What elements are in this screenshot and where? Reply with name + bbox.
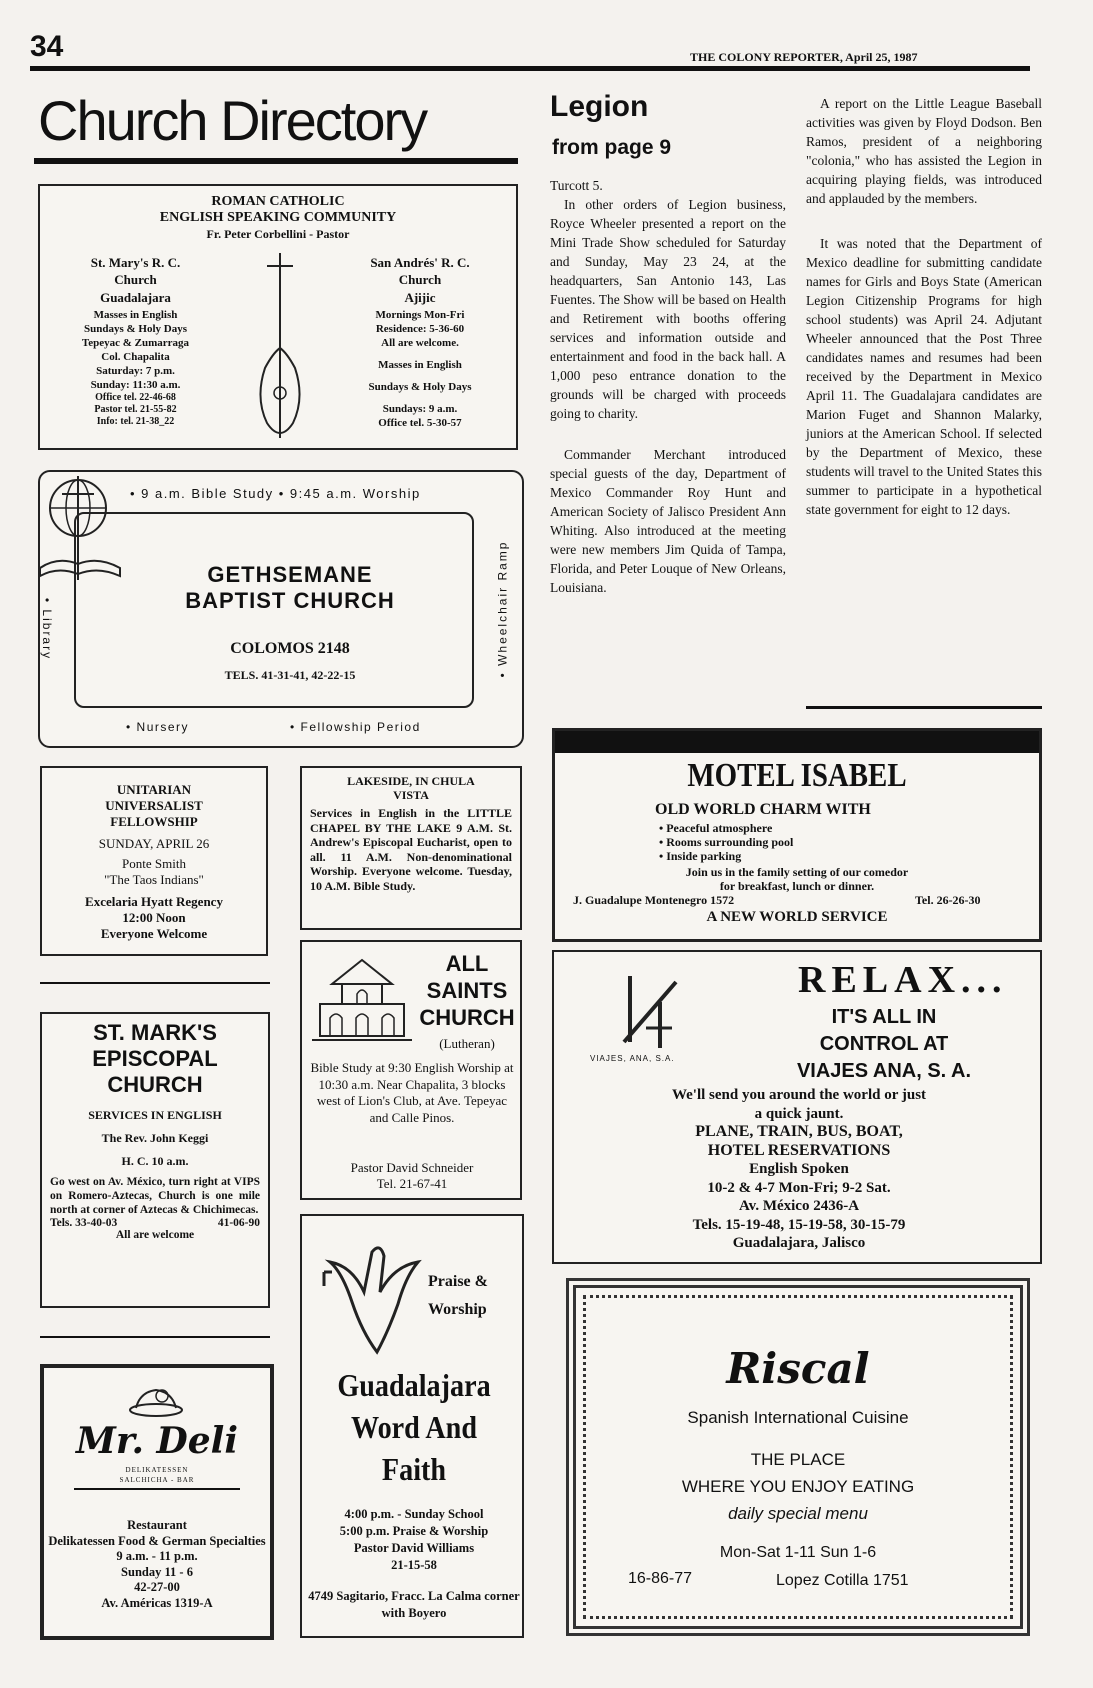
viajes-logo-caption: VIAJES, ANA, S.A. xyxy=(590,1054,675,1063)
st-marks-body: Go west on Av. México, turn right at VIPS on Romero-Aztecas, Church is one mile north at corner of Aztecas & Chichimecas. xyxy=(50,1176,260,1216)
rc-right-column: San Andrés' R. C. Church Ajijic Mornings Mon-Fri Residence: 5-36-60 All are welcome. Masses in English Sundays & Holy Days Sundays: 9 a.m. Office tel. 5-30-57 xyxy=(368,255,472,429)
riscal-lines: THE PLACE WHERE YOU ENJOY EATING daily special menu xyxy=(681,1450,915,1523)
gethsemane-library: • Library xyxy=(40,597,55,661)
riscal-ad xyxy=(566,1278,1030,1636)
all-saints-body: Bible Study at 9:30 English Worship at 10:30 a.m. Near Chapalita, 3 blocks west of Lion's Club, at Ave. Tepeyac and Calle Pinos. xyxy=(310,1060,514,1125)
all-saints-tel: Tel. 21-67-41 xyxy=(376,1176,448,1191)
all-saints-title: ALL SAINTS CHURCH xyxy=(419,951,515,1030)
st-marks-hc: H. C. 10 a.m. xyxy=(121,1154,189,1168)
roman-catholic-ad xyxy=(38,184,518,450)
all-saints-pastor: Pastor David Schneider xyxy=(350,1160,474,1175)
mr-deli-sub2: SALCHICHA - BAR xyxy=(119,1476,195,1484)
riscal-phone: 16-86-77 xyxy=(628,1570,693,1587)
viajes-ana-ad xyxy=(552,950,1042,1264)
viajes-details: We'll send you around the world or just a quick jaunt. PLANE, TRAIN, BUS, BOAT, HOTEL RESERVATIONS English Spoken 10-2 & 4-7 Mon-Fri; 9-2 Sat. Av. México 2436-A Tels. 15-19-48, 15-19-58, 30-15-79 Guadalajara, Jalisco xyxy=(671,1087,927,1251)
motel-isabel-ad xyxy=(552,728,1042,942)
viajes-headline: RELAX... xyxy=(798,959,1008,1001)
st-marks-bottom-rule xyxy=(40,1336,270,1338)
all-saints-denomination: (Lutheran) xyxy=(439,1036,495,1051)
dove-icon xyxy=(322,1232,432,1362)
directory-title-rule xyxy=(34,158,518,164)
legion-title: Legion xyxy=(550,90,649,123)
gethsemane-fellowship: • Fellowship Period xyxy=(290,720,421,734)
praise-details: 4:00 p.m. - Sunday School 5:00 p.m. Praise & Worship Pastor David Williams 21-15-58 xyxy=(339,1507,489,1572)
lakeside-ad: LAKESIDE, IN CHULA VISTA Services in English in the LITTLE CHAPEL BY THE LAKE 9 A.M. St. Andrew's Episcopal Eucharist, open to all. 11 A.M. Non-denominational Worship. Everyone welcome. Tuesday, 10 A.M. Bible Study. xyxy=(300,766,522,930)
guitar-cross-icon xyxy=(245,248,315,443)
motel-line2: for breakfast, lunch or dinner. xyxy=(719,879,875,893)
gethsemane-nursery: • Nursery xyxy=(126,720,190,734)
legion-subtitle: from page 9 xyxy=(552,136,672,159)
legion-col-1: Turcott 5. In other orders of Legion business, Royce Wheeler presented a report on the Mini Trade Show scheduled for Saturday and Sunday, May 23 24, at the headquarters, San Antonio 143, Las Fuentes. The Show will be based on Health and Retirement with booths offering services and information outside and entertainment and food in the back hall. A 1,000 peso entrance donation to the grounds will be charged with proceeds going to charity. Commander Merchant introduced special guests of the day, Department of Mexico Commander Roy Hunt and American Society of Jalisco President Ann Whiting. Also introduced at the meeting were new members Jim Quida of Tampa, Florida, and Peter Louque of New Orleans, Louisiana. xyxy=(550,178,786,595)
page-number: 34 xyxy=(30,30,64,63)
gethsemane-ramp: • Wheelchair Ramp xyxy=(495,540,510,678)
church-building-icon xyxy=(312,956,412,1046)
st-marks-top-rule xyxy=(40,982,270,984)
all-saints-ad xyxy=(300,940,522,1200)
praise-address: 4749 Sagitario, Fracc. La Calma corner with Boyero xyxy=(308,1589,520,1620)
gethsemane-top-note: • 9 a.m. Bible Study • 9:45 a.m. Worship xyxy=(130,486,421,501)
unitarian-ad: UNITARIAN UNIVERSALIST FELLOWSHIP SUNDAY, APRIL 26 Ponte Smith "The Taos Indians" Excelaria Hyatt Regency 12:00 Noon Everyone Welcome xyxy=(40,766,268,956)
praise-name: Guadalajara Word And Faith xyxy=(337,1367,491,1487)
st-marks-welcome: All are welcome xyxy=(115,1229,195,1241)
header-rule xyxy=(30,66,1030,71)
motel-address: J. Guadalupe Montenegro 1572 xyxy=(573,893,735,907)
st-marks-tels: Tels. 33-40-03 xyxy=(50,1217,118,1229)
motel-tel: Tel. 26-26-30 xyxy=(915,893,981,907)
rc-title-2: ENGLISH SPEAKING COMMUNITY xyxy=(159,210,397,225)
motel-banner xyxy=(555,731,1039,753)
viajes-ana-logo-icon xyxy=(620,972,680,1052)
legion-end-rule xyxy=(806,706,1042,709)
legion-col-2: A report on the Little League Baseball activities was given by Floyd Dodson. Ben Ramos, president of a neighboring "colonia," who has assisted the Legion in acquiring playing fields, was introduced and applauded by the members. It was noted that the Department of Mexico deadline for submitting candidate names for Girls and Boys State (American Legion Citizenship Programs for high school students) was April 24. Adjutant Wheeler announced that the Post Three candidates names and resumes had been received by the Department in Mexico April 11. The Guadalajara candidates are Marion Fuget and Shannon Malarky, juniors at the American School. If selected by the Department of Mexico, these students will travel to the United States this summer to participate in a hypothetical state government for eight to 12 days. xyxy=(806,96,1042,517)
riscal-hours: Mon-Sat 1-11 Sun 1-6 xyxy=(719,1544,877,1561)
st-marks-ad: ST. MARK'S EPISCOPAL CHURCH SERVICES IN ENGLISH The Rev. John Keggi H. C. 10 a.m. Go west on Av. México, turn right at VIPS on Romero-Aztecas, Church is one mile north at corner of Aztecas & Chichimecas. Tels. 33-40-03 41-06-90 All are welcome xyxy=(40,1012,270,1308)
riscal-name: Riscal xyxy=(726,1344,870,1393)
motel-bullets: • Peaceful atmosphere • Rooms surrounding pool • Inside parking xyxy=(659,821,794,863)
viajes-sub: IT'S ALL IN CONTROL AT VIAJES ANA, S. A. xyxy=(796,1006,972,1082)
lakeside-body: Services in English in the LITTLE CHAPEL BY THE LAKE 9 A.M. St. Andrew's Episcopal Eucharist, open to all. 11 A.M. Non-denominational Worship. Everyone welcome. Tuesday, 10 A.M. Bible Study. xyxy=(310,806,512,893)
motel-slogan: A NEW WORLD SERVICE xyxy=(706,909,888,925)
gethsemane-address: COLOMOS 2148 xyxy=(230,640,350,657)
st-marks-rev: The Rev. John Keggi xyxy=(101,1131,209,1145)
praise-label: Praise & Worship xyxy=(428,1273,488,1318)
gethsemane-ad xyxy=(38,470,524,748)
deli-tray-icon xyxy=(126,1380,186,1420)
rc-pastor: Fr. Peter Corbellini - Pastor xyxy=(206,227,350,241)
publication-line: THE COLONY REPORTER, April 25, 1987 xyxy=(690,50,918,64)
motel-tagline: OLD WORLD CHARM WITH xyxy=(655,801,871,818)
riscal-address: Lopez Cotilla 1751 xyxy=(776,1572,909,1589)
mr-deli-details: Restaurant Delikatessen Food & German Specialties 9 a.m. - 11 p.m. Sunday 11 - 6 42-27-00 Av. Américas 1319-A xyxy=(48,1518,266,1610)
mr-deli-sub1: DELIKATESSEN xyxy=(125,1466,189,1474)
motel-name: MOTEL ISABEL xyxy=(687,757,907,794)
praise-worship-ad xyxy=(300,1214,524,1638)
gethsemane-tels: TELS. 41-31-41, 42-22-15 xyxy=(224,668,356,682)
directory-title: Church Directory xyxy=(38,89,427,152)
motel-line1: Join us in the family setting of our comedor xyxy=(685,865,909,879)
gethsemane-name: GETHSEMANE BAPTIST CHURCH xyxy=(185,562,395,613)
rc-title-1: ROMAN CATHOLIC xyxy=(211,194,345,209)
mr-deli-logo-rule xyxy=(74,1488,240,1490)
st-marks-tels2: 41-06-90 xyxy=(217,1217,260,1229)
rc-left-column: St. Mary's R. C. Church Guadalajara Masses in English Sundays & Holy Days Tepeyac & Zumarraga Col. Chapalita Saturday: 7 p.m. Sunday: 11:30 a.m. Office tel. 22-46-68 Pastor tel. 21-55-82 Info: tel. 21-38_22 xyxy=(81,255,190,427)
riscal-cuisine: Spanish International Cuisine xyxy=(687,1408,909,1427)
mr-deli-ad xyxy=(40,1364,274,1640)
st-marks-services: SERVICES IN ENGLISH xyxy=(88,1108,222,1122)
mr-deli-logo: Mr. Deli xyxy=(75,1420,239,1462)
